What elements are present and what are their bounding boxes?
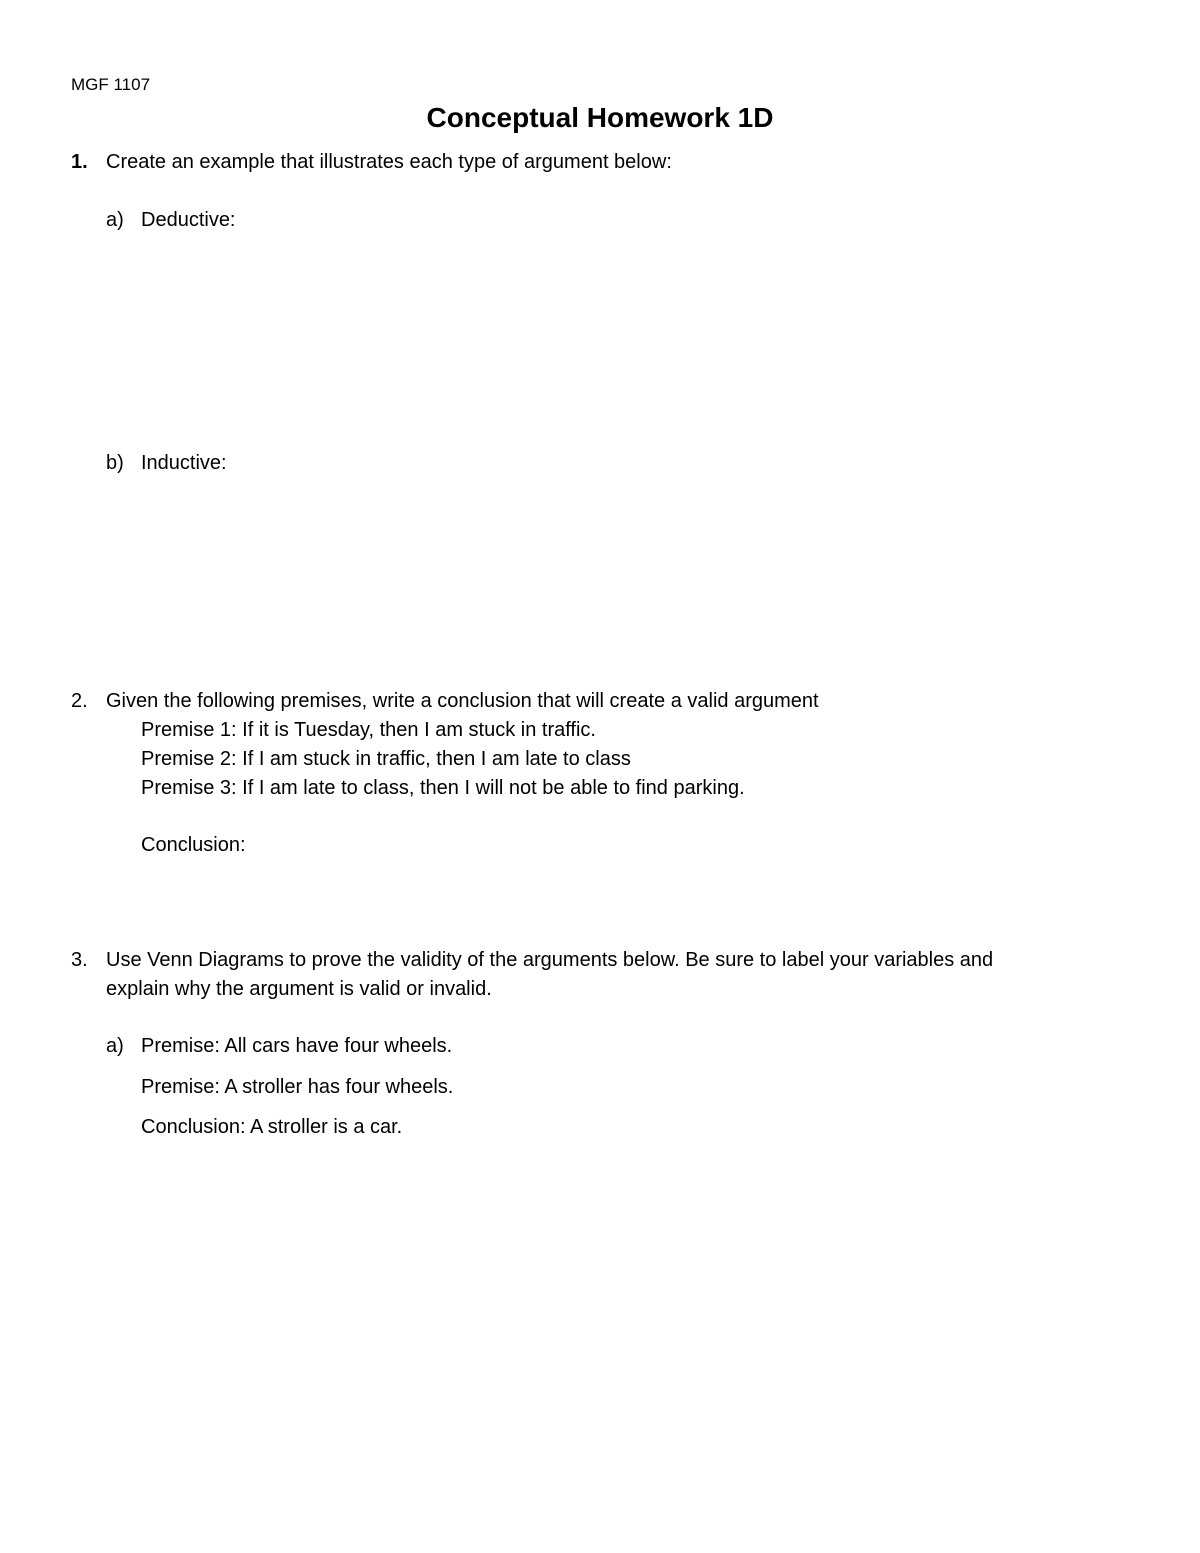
course-code: MGF 1107 (71, 75, 151, 94)
question-1b-label: Inductive: (141, 452, 227, 474)
question-1a-label: Deductive: (141, 209, 236, 231)
page-title: Conceptual Homework 1D (426, 102, 774, 133)
question-3a-letter: a) (106, 1035, 124, 1057)
question-3-prompt-line-1: Use Venn Diagrams to prove the validity of the arguments below. Be sure to label your variables and (106, 949, 994, 971)
question-2-premise-1: Premise 1: If it is Tuesday, then I am stuck in traffic. (141, 719, 596, 741)
question-1a-letter: a) (106, 209, 124, 231)
question-2-premise-3: Premise 3: If I am late to class, then I will not be able to find parking. (141, 777, 745, 799)
question-3-prompt-line-2: explain why the argument is valid or invalid. (106, 978, 492, 1000)
question-2-prompt: Given the following premises, write a conclusion that will create a valid argument (106, 690, 819, 712)
question-2-premise-2: Premise 2: If I am stuck in traffic, then I am late to class (141, 748, 631, 770)
question-1b-letter: b) (106, 452, 124, 474)
question-3a-conclusion: Conclusion: A stroller is a car. (141, 1116, 403, 1138)
question-3a-premise-2: Premise: A stroller has four wheels. (141, 1076, 454, 1098)
question-3-number: 3. (71, 949, 88, 971)
question-2-conclusion-label: Conclusion: (141, 834, 246, 856)
question-1-prompt: Create an example that illustrates each type of argument below: (106, 151, 672, 173)
question-2-number: 2. (71, 690, 88, 712)
question-1-number: 1. (71, 151, 88, 173)
question-3a-premise-1: Premise: All cars have four wheels. (141, 1035, 453, 1057)
